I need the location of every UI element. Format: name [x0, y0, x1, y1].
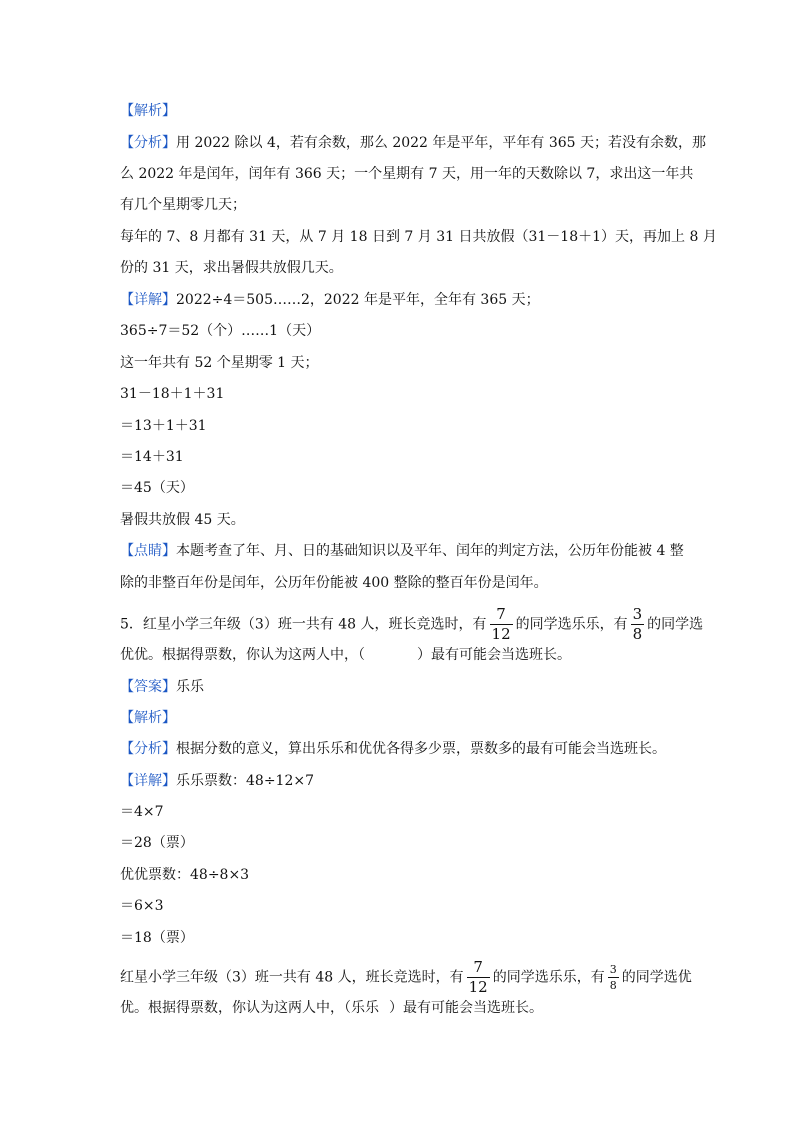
calc-line: 暑假共放假 45 天。 [120, 512, 245, 528]
calc-line: ＝14＋31 [120, 449, 184, 465]
fraction-7-12: $\frac{7}{12}$ [468, 958, 488, 996]
calc-line: 31－18＋1＋31 [120, 386, 225, 402]
analysis-line: 份的 31 天，求出暑假共放假几天。 [120, 260, 343, 276]
comment-line: 除的非整百年份是闰年，公历年份能被 400 整除的整百年份是闰年。 [120, 575, 548, 591]
answer-tag: 【答案】 [120, 679, 176, 695]
analysis-line: 么 2022 年是闰年，闰年有 366 天；一个星期有 7 天，用一年的天数除以 7，求出这一年共 [120, 166, 694, 182]
analysis-heading: 【解析】 [120, 103, 176, 119]
xiangjie-tag: 【详解】 [120, 292, 176, 308]
analysis-line: 【分析】根据分数的意义，算出乐乐和优优各得多少票，票数多的最有可能会当选班长。 [120, 741, 666, 757]
calc-line: 优优票数：48÷8×3 [120, 867, 250, 883]
fraction-3-8: $\frac{3}{8}$ [609, 963, 617, 992]
fraction-3-8: $\frac{3}{8}$ [632, 605, 643, 643]
calc-line: ＝13＋1＋31 [120, 418, 207, 434]
question-5-line: 优优。根据得票数，你认为这两人中，（ ）最有可能会当选班长。 [120, 647, 571, 663]
answer-line: 【答案】乐乐 [120, 679, 204, 695]
analysis-heading: 【解析】 [120, 710, 176, 726]
fenxi-tag: 【分析】 [120, 135, 176, 151]
analysis-line: 有几个星期零几天； [120, 197, 246, 213]
solution-line: 【详解】2022÷4＝505……2，2022 年是平年，全年有 365 天； [120, 292, 540, 308]
restated-question-line: 优。根据得票数，你认为这两人中，（乐乐 ）最有可能会当选班长。 [120, 1000, 543, 1016]
solution-line: 【详解】乐乐票数：48÷12×7 [120, 773, 314, 789]
xiangjie-tag: 【详解】 [120, 773, 176, 789]
calc-line: ＝45（天） [120, 480, 194, 496]
calc-line: ＝18（票） [120, 930, 194, 946]
calc-line: ＝28（票） [120, 835, 194, 851]
calc-line: ＝6×3 [120, 898, 164, 914]
restated-question-line: 红星小学三年级（3）班一共有 48 人，班长竞选时，有 $\frac{7}{12}$ 的同学选乐乐，有 $\frac{3}{8}$ 的同学选优 [120, 958, 692, 996]
calc-line: 365÷7＝52（个）……1（天） [120, 323, 321, 339]
question-5-line: 5．红星小学三年级（3）班一共有 48 人，班长竞选时，有 $\frac{7}{12}$ 的同学选乐乐，有 $\frac{3}{8}$ 的同学选 [120, 605, 704, 643]
calc-line: ＝4×7 [120, 804, 164, 820]
analysis-line: 【分析】用 2022 除以 4，若有余数，那么 2022 年是平年，平年有 365 天；若没有余数，那 [120, 135, 707, 151]
comment-line: 【点睛】本题考查了年、月、日的基础知识以及平年、闰年的判定方法，公历年份能被 4 整 [120, 543, 684, 559]
dianjing-tag: 【点睛】 [120, 543, 176, 559]
fraction-7-12: $\frac{7}{12}$ [491, 605, 511, 643]
calc-line: 这一年共有 52 个星期零 1 天； [120, 355, 319, 371]
filled-answer: 乐乐 [351, 1000, 379, 1016]
fenxi-tag: 【分析】 [120, 741, 176, 757]
analysis-line: 每年的 7、8 月都有 31 天，从 7 月 18 日到 7 月 31 日共放假（31－18＋1）天，再加上 8 月 [120, 229, 717, 245]
